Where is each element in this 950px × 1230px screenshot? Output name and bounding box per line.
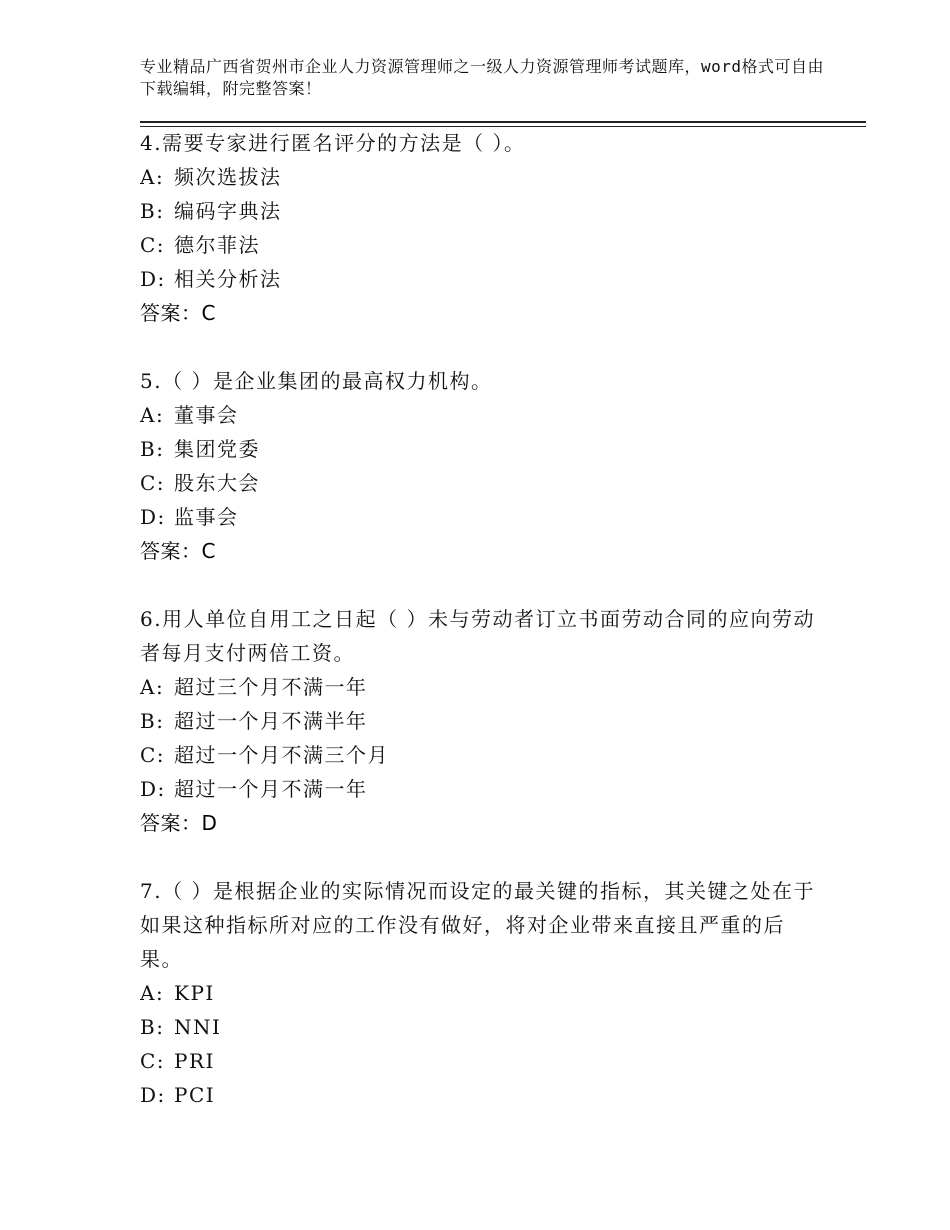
- option-label: A:: [140, 165, 165, 189]
- option-text: PRI: [174, 1049, 215, 1073]
- answer-value: C: [201, 301, 216, 325]
- option-text: KPI: [174, 981, 215, 1005]
- option-b: [140, 194, 820, 228]
- option-label: A:: [140, 675, 165, 699]
- option-d: [140, 262, 820, 296]
- question-7: [140, 874, 820, 1112]
- question-6: [140, 602, 820, 840]
- option-label: D:: [140, 267, 166, 291]
- option-a: [140, 160, 820, 194]
- answer-line: [140, 806, 820, 840]
- option-label: C:: [140, 233, 166, 257]
- option-c: [140, 738, 820, 772]
- option-text: 德尔菲法: [174, 233, 260, 257]
- option-label: D:: [140, 505, 166, 529]
- option-d: [140, 500, 820, 534]
- option-label: C:: [140, 471, 166, 495]
- question-stem: 6.用人单位自用工之日起（ ）未与劳动者订立书面劳动合同的应向劳动者每月支付两倍工资。: [140, 607, 815, 665]
- document-header: 专业精品广西省贺州市企业人力资源管理师之一级人力资源管理师考试题库，word格式可自由下载编辑，附完整答案！: [140, 57, 825, 98]
- option-label: B:: [140, 709, 165, 733]
- answer-value: C: [201, 539, 216, 563]
- answer-prefix: 答案：: [140, 811, 202, 835]
- answer-prefix: 答案：: [140, 539, 202, 563]
- option-text: 超过一个月不满一年: [174, 777, 368, 801]
- question-stem: 5.（ ）是企业集团的最高权力机构。: [140, 369, 493, 393]
- question-4: [140, 126, 820, 330]
- option-label: B:: [140, 199, 165, 223]
- question-list: [140, 126, 820, 1146]
- answer-value: D: [201, 811, 218, 835]
- option-text: 超过一个月不满半年: [174, 709, 368, 733]
- option-text: 频次选拔法: [174, 165, 282, 189]
- answer-prefix: 答案：: [140, 301, 202, 325]
- option-text: 董事会: [174, 403, 239, 427]
- option-text: 监事会: [174, 505, 239, 529]
- option-c: [140, 1044, 820, 1078]
- question-stem: 7.（ ）是根据企业的实际情况而设定的最关键的指标，其关键之处在于如果这种指标所对应的工作没有做好，将对企业带来直接且严重的后果。: [140, 879, 815, 971]
- answer-line: [140, 534, 820, 568]
- option-label: C:: [140, 743, 166, 767]
- option-b: [140, 1010, 820, 1044]
- option-d: [140, 772, 820, 806]
- option-c: [140, 466, 820, 500]
- option-text: 相关分析法: [174, 267, 282, 291]
- option-b: [140, 432, 820, 466]
- option-label: D:: [140, 1083, 166, 1107]
- question-5: [140, 364, 820, 568]
- option-label: A:: [140, 403, 165, 427]
- option-a: [140, 976, 820, 1010]
- option-b: [140, 704, 820, 738]
- option-text: 超过三个月不满一年: [174, 675, 368, 699]
- option-text: 股东大会: [174, 471, 260, 495]
- option-label: A:: [140, 981, 165, 1005]
- option-text: PCI: [174, 1083, 216, 1107]
- option-label: B:: [140, 437, 165, 461]
- option-d: [140, 1078, 820, 1112]
- option-label: C:: [140, 1049, 166, 1073]
- option-a: [140, 670, 820, 704]
- question-stem: 4.需要专家进行匿名评分的方法是（ ）。: [140, 131, 526, 155]
- option-text: NNI: [174, 1015, 222, 1039]
- answer-line: [140, 296, 820, 330]
- option-label: B:: [140, 1015, 165, 1039]
- option-c: [140, 228, 820, 262]
- option-a: [140, 398, 820, 432]
- option-label: D:: [140, 777, 166, 801]
- option-text: 超过一个月不满三个月: [174, 743, 389, 767]
- header-divider: [140, 121, 866, 123]
- option-text: 集团党委: [174, 437, 260, 461]
- option-text: 编码字典法: [174, 199, 282, 223]
